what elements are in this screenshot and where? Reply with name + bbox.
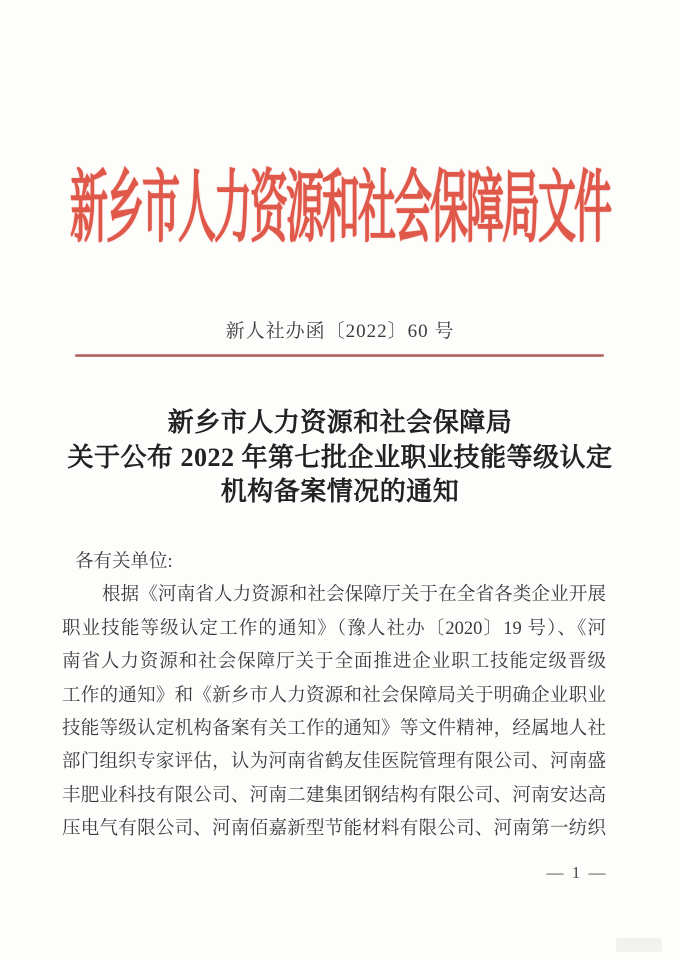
body-line: 技能等级认定机构备案有关工作的通知》等文件精神，经属地人社 [62,718,606,739]
body-line: 根据《河南省人力资源和社会保障厅关于在全省各类企业开展 [102,585,606,606]
body-line: 职业技能等级认定工作的通知》（豫人社办〔2020〕19 号）、《河 [62,618,606,639]
body-line: 部门组织专家评估，认为河南省鹤友佳医院管理有限公司、河南盛 [62,752,606,773]
red-letterhead-banner: 新乡市人力资源和社会保障局文件 [69,165,610,254]
scan-smudge [616,938,662,952]
body-line: 压电气有限公司、河南佰嘉新型节能材料有限公司、河南第一纺织 [62,819,606,840]
title-line-3: 机构备案情况的通知 [220,477,460,506]
body-line: 丰肥业科技有限公司、河南二建集团钢结构有限公司、河南安达高 [62,785,606,806]
document-title [40,406,640,510]
document-body [62,546,606,847]
page-number: — 1 — [546,863,608,882]
red-divider-line [75,354,604,357]
title-line-2: 关于公布 2022 年第七批企业职业技能等级认定 [67,442,613,472]
title-line-1: 新乡市人力资源和社会保障局 [167,408,513,437]
document-number: 新人社办函〔2022〕60 号 [225,321,455,342]
salutation: 各有关单位: [75,552,173,572]
body-line: 工作的通知》和《新乡市人力资源和社会保障局关于明确企业职业 [62,685,606,706]
body-line: 南省人力资源和社会保障厅关于全面推进企业职工技能定级晋级 [62,652,606,673]
